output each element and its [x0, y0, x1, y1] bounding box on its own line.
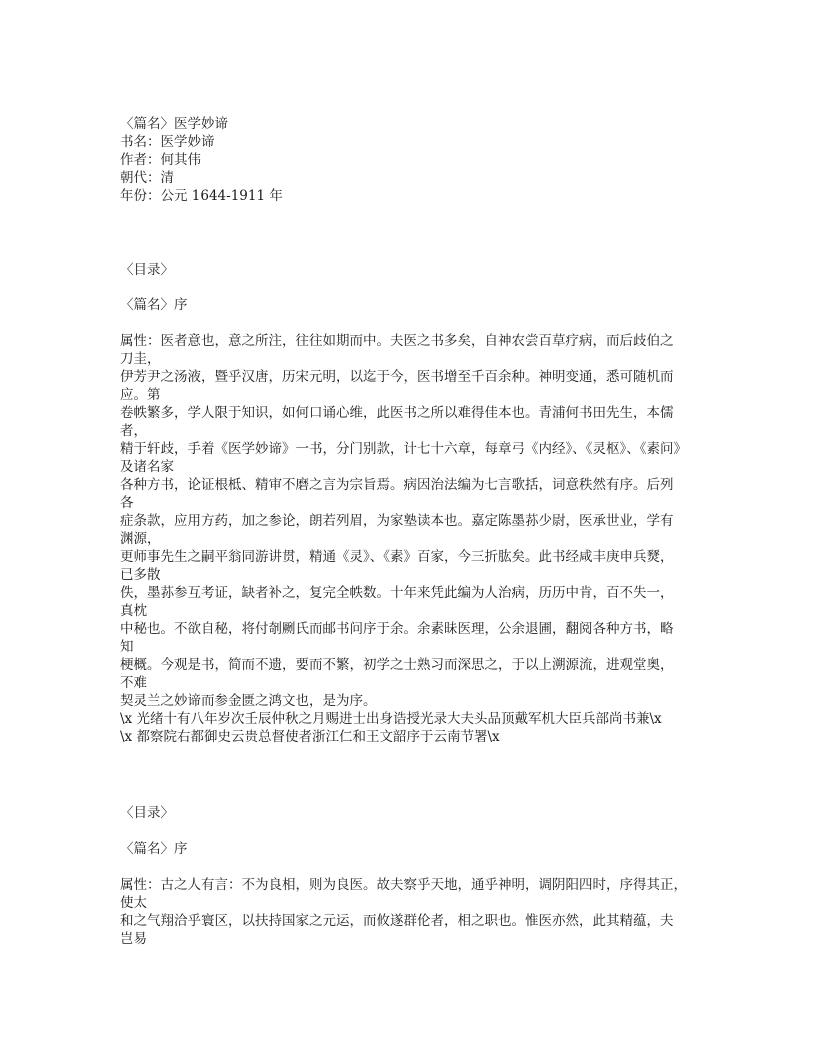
chapter-heading: 〈篇名〉序 — [120, 841, 188, 857]
text-line: 者， — [120, 423, 147, 439]
author-line: 作者：何其伟 — [120, 152, 201, 168]
text-line: 契灵兰之妙谛而参金匮之鸿文也，是为序。 — [120, 693, 377, 709]
preface-paragraph — [120, 332, 700, 746]
text-line: 中秘也。不欲自秘，将付剞劂氏而邮书问序于余。余素昧医理，公余退圃，翻阅各种方书，略 — [120, 621, 674, 637]
book-name-line: 书名：医学妙谛 — [120, 134, 215, 150]
text-line: \x 光绪十有八年岁次壬辰仲秋之月赐进士出身诰授光录大夫头品顶戴军机大臣兵部尚书兼\x — [120, 711, 662, 727]
text-line: 及诸名家 — [120, 459, 174, 475]
text-line: 和之气翔洽乎寰区，以扶持国家之元运，而攸遂群伦者，相之职也。惟医亦然，此其精蕴，夫 — [120, 913, 674, 929]
preface-paragraph — [120, 876, 700, 948]
text-line: 佚，墨荪参互考证，缺者补之，复完全帙数。十年来凭此编为人治病，历历中肯，百不失一， — [120, 585, 674, 601]
toc-heading: 〈目录〉 — [120, 262, 174, 278]
text-line: 属性：古之人有言：不为良相，则为良医。故夫察乎天地，通乎神明，调阴阳四时，序得其正， — [120, 877, 687, 893]
text-line: 各种方书，论证根柢、精审不磨之言为宗旨焉。病因治法编为七言歌括，词意秩然有序。后列 — [120, 477, 674, 493]
text-line: 更师事先生之嗣平翁同游讲贯，精通《灵》、《素》百家，今三折肱矣。此书经咸丰庚申兵燹， — [120, 549, 674, 565]
document-title-line: 〈篇名〉医学妙谛 — [120, 116, 228, 132]
text-line: 不难 — [120, 675, 147, 691]
chapter-heading: 〈篇名〉序 — [120, 297, 188, 313]
text-line: 使太 — [120, 895, 147, 911]
text-line: 伊芳尹之汤液，暨乎汉唐，历宋元明，以迄于今，医书增至千百余种。神明变通，悉可随机而 — [120, 369, 674, 385]
year-line: 年份：公元 1644-1911 年 — [120, 188, 283, 204]
text-line: 真枕 — [120, 603, 147, 619]
text-line: 知 — [120, 639, 134, 655]
text-line: 症条款，应用方药，加之参论，朗若列眉，为家塾读本也。嘉定陈墨荪少尉，医承世业，学有 — [120, 513, 674, 529]
text-line: 精于轩歧，手着《医学妙谛》一书，分门别款，计七十六章，每章弓《内经》、《灵枢》、《素问》 — [120, 441, 687, 457]
text-line: 岂易 — [120, 931, 147, 947]
text-line: 属性：医者意也，意之所注，往往如期而中。夫医之书多矣，自神农尝百草疗病，而后歧伯之 — [120, 333, 674, 349]
text-line: 渊源， — [120, 531, 161, 547]
text-line: 应。第 — [120, 387, 161, 403]
dynasty-line: 朝代：清 — [120, 170, 174, 186]
text-line: 刀圭， — [120, 351, 161, 367]
text-line: \x 都察院右都御史云贵总督使者浙江仁和王文韶序于云南节署\x — [120, 729, 500, 745]
toc-heading: 〈目录〉 — [120, 805, 174, 821]
text-line: 卷帙繁多，学人限于知识，如何口诵心维，此医书之所以难得佳本也。青浦何书田先生，本儒 — [120, 405, 674, 421]
text-line: 各 — [120, 495, 134, 511]
text-line: 已多散 — [120, 567, 161, 583]
text-line: 梗概。今观是书，简而不遗，要而不繁，初学之士熟习而深思之，于以上溯源流，进观堂奥， — [120, 657, 674, 673]
